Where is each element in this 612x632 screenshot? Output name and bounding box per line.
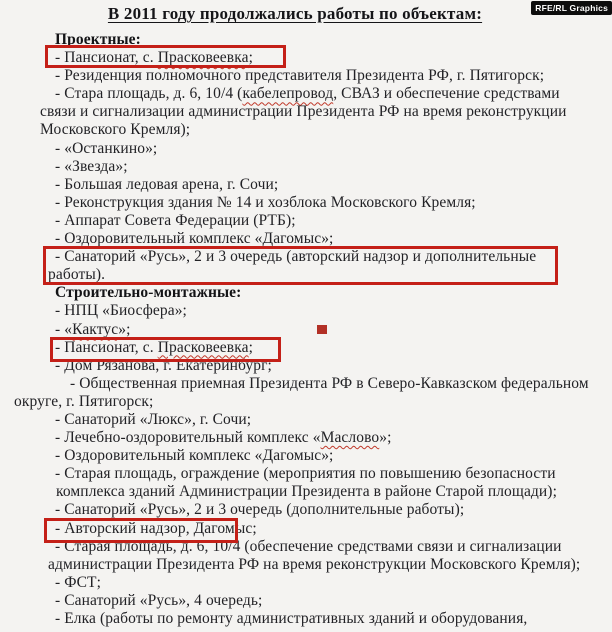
misspelled-word: кабелепровод — [242, 85, 334, 103]
doc-line: - «Останкино»; — [55, 139, 158, 157]
misspelled-word: Прасковеевка — [157, 338, 249, 356]
doc-line: - Реконструкция здания № 14 и хозблока Московского Кремля; — [55, 193, 476, 211]
doc-line: - Пансионат, с. Прасковеевка; — [55, 49, 254, 67]
doc-line: - Резиденция полномочного представителя Президента РФ, г. Пятигорск; — [55, 67, 545, 85]
section-heading: Проектные: — [55, 31, 141, 48]
document-body — [0, 31, 612, 628]
doc-line: администрации Президента РФ на время реконструкции Московского Кремля); — [48, 555, 581, 573]
doc-line: - Санаторий «Русь», 4 очередь; — [55, 591, 263, 609]
doc-line: - Оздоровительный комплекс «Дагомыс»; — [55, 447, 334, 465]
doc-line: - Санаторий «Русь», 2 и 3 очередь (авторский надзор и дополнительные — [55, 248, 537, 266]
doc-line: - Лечебно-оздоровительный комплекс «Маслово»; — [55, 429, 392, 447]
doc-line: - Санаторий «Люкс», г. Сочи; — [55, 410, 252, 428]
doc-line: - Большая ледовая арена, г. Сочи; — [55, 175, 279, 193]
misspelled-word: Кактус — [72, 320, 119, 338]
doc-line: - НПЦ «Биосфера»; — [55, 302, 187, 320]
misspelled-word: Маслово — [320, 429, 380, 447]
section-heading: Строительно-монтажные: — [55, 284, 242, 302]
doc-line: - Санаторий «Русь», 2 и 3 очередь (дополнительные работы); — [55, 501, 465, 519]
doc-line: - ФСТ; — [55, 573, 101, 591]
doc-line: - Дом Рязанова, г. Екатеринбург; — [55, 356, 272, 374]
doc-line: - Старая площадь, ограждение (мероприятия по повышению безопасности — [55, 465, 556, 483]
doc-line: - Старая площадь, д. 6, 10/4 (обеспечение средствами связи и сигнализации — [55, 537, 562, 555]
doc-line: - Елка (работы по ремонту административных зданий и оборудования, — [55, 610, 528, 627]
doc-line: - «Кактус»; — [55, 320, 131, 338]
doc-line: округе, г. Пятигорск; — [14, 392, 154, 410]
doc-line: работы). — [48, 266, 106, 284]
doc-line: Московского Кремля); — [40, 121, 191, 139]
doc-line: - «Звезда»; — [55, 157, 128, 175]
doc-line: - Аппарат Совета Федерации (РТБ); — [55, 211, 296, 229]
doc-line: - Авторский надзор, Дагомыс; — [55, 519, 257, 537]
doc-line: - Общественная приемная Президента РФ в Северо-Кавказском федеральном — [70, 374, 589, 392]
misspelled-word: Прасковеевка — [157, 49, 249, 67]
document-title: В 2011 году продолжались работы по объектам: — [107, 4, 483, 23]
red-square-marker — [317, 325, 327, 334]
doc-line: - Оздоровительный комплекс «Дагомыс»; — [55, 230, 334, 248]
doc-line: комплекса зданий Администрации Президента в районе Старой площади); — [56, 483, 557, 501]
doc-line: связи и сигнализации администрации Президента РФ на время реконструкции — [40, 103, 567, 121]
doc-line: - Пансионат, с. Прасковеевка; — [55, 338, 254, 356]
doc-line: - Стара площадь, д. 6, 10/4 (кабелепровод, СВАЗ и обеспечение средствами — [55, 85, 560, 103]
rferl-graphics-badge: RFE/RL Graphics — [531, 1, 612, 15]
